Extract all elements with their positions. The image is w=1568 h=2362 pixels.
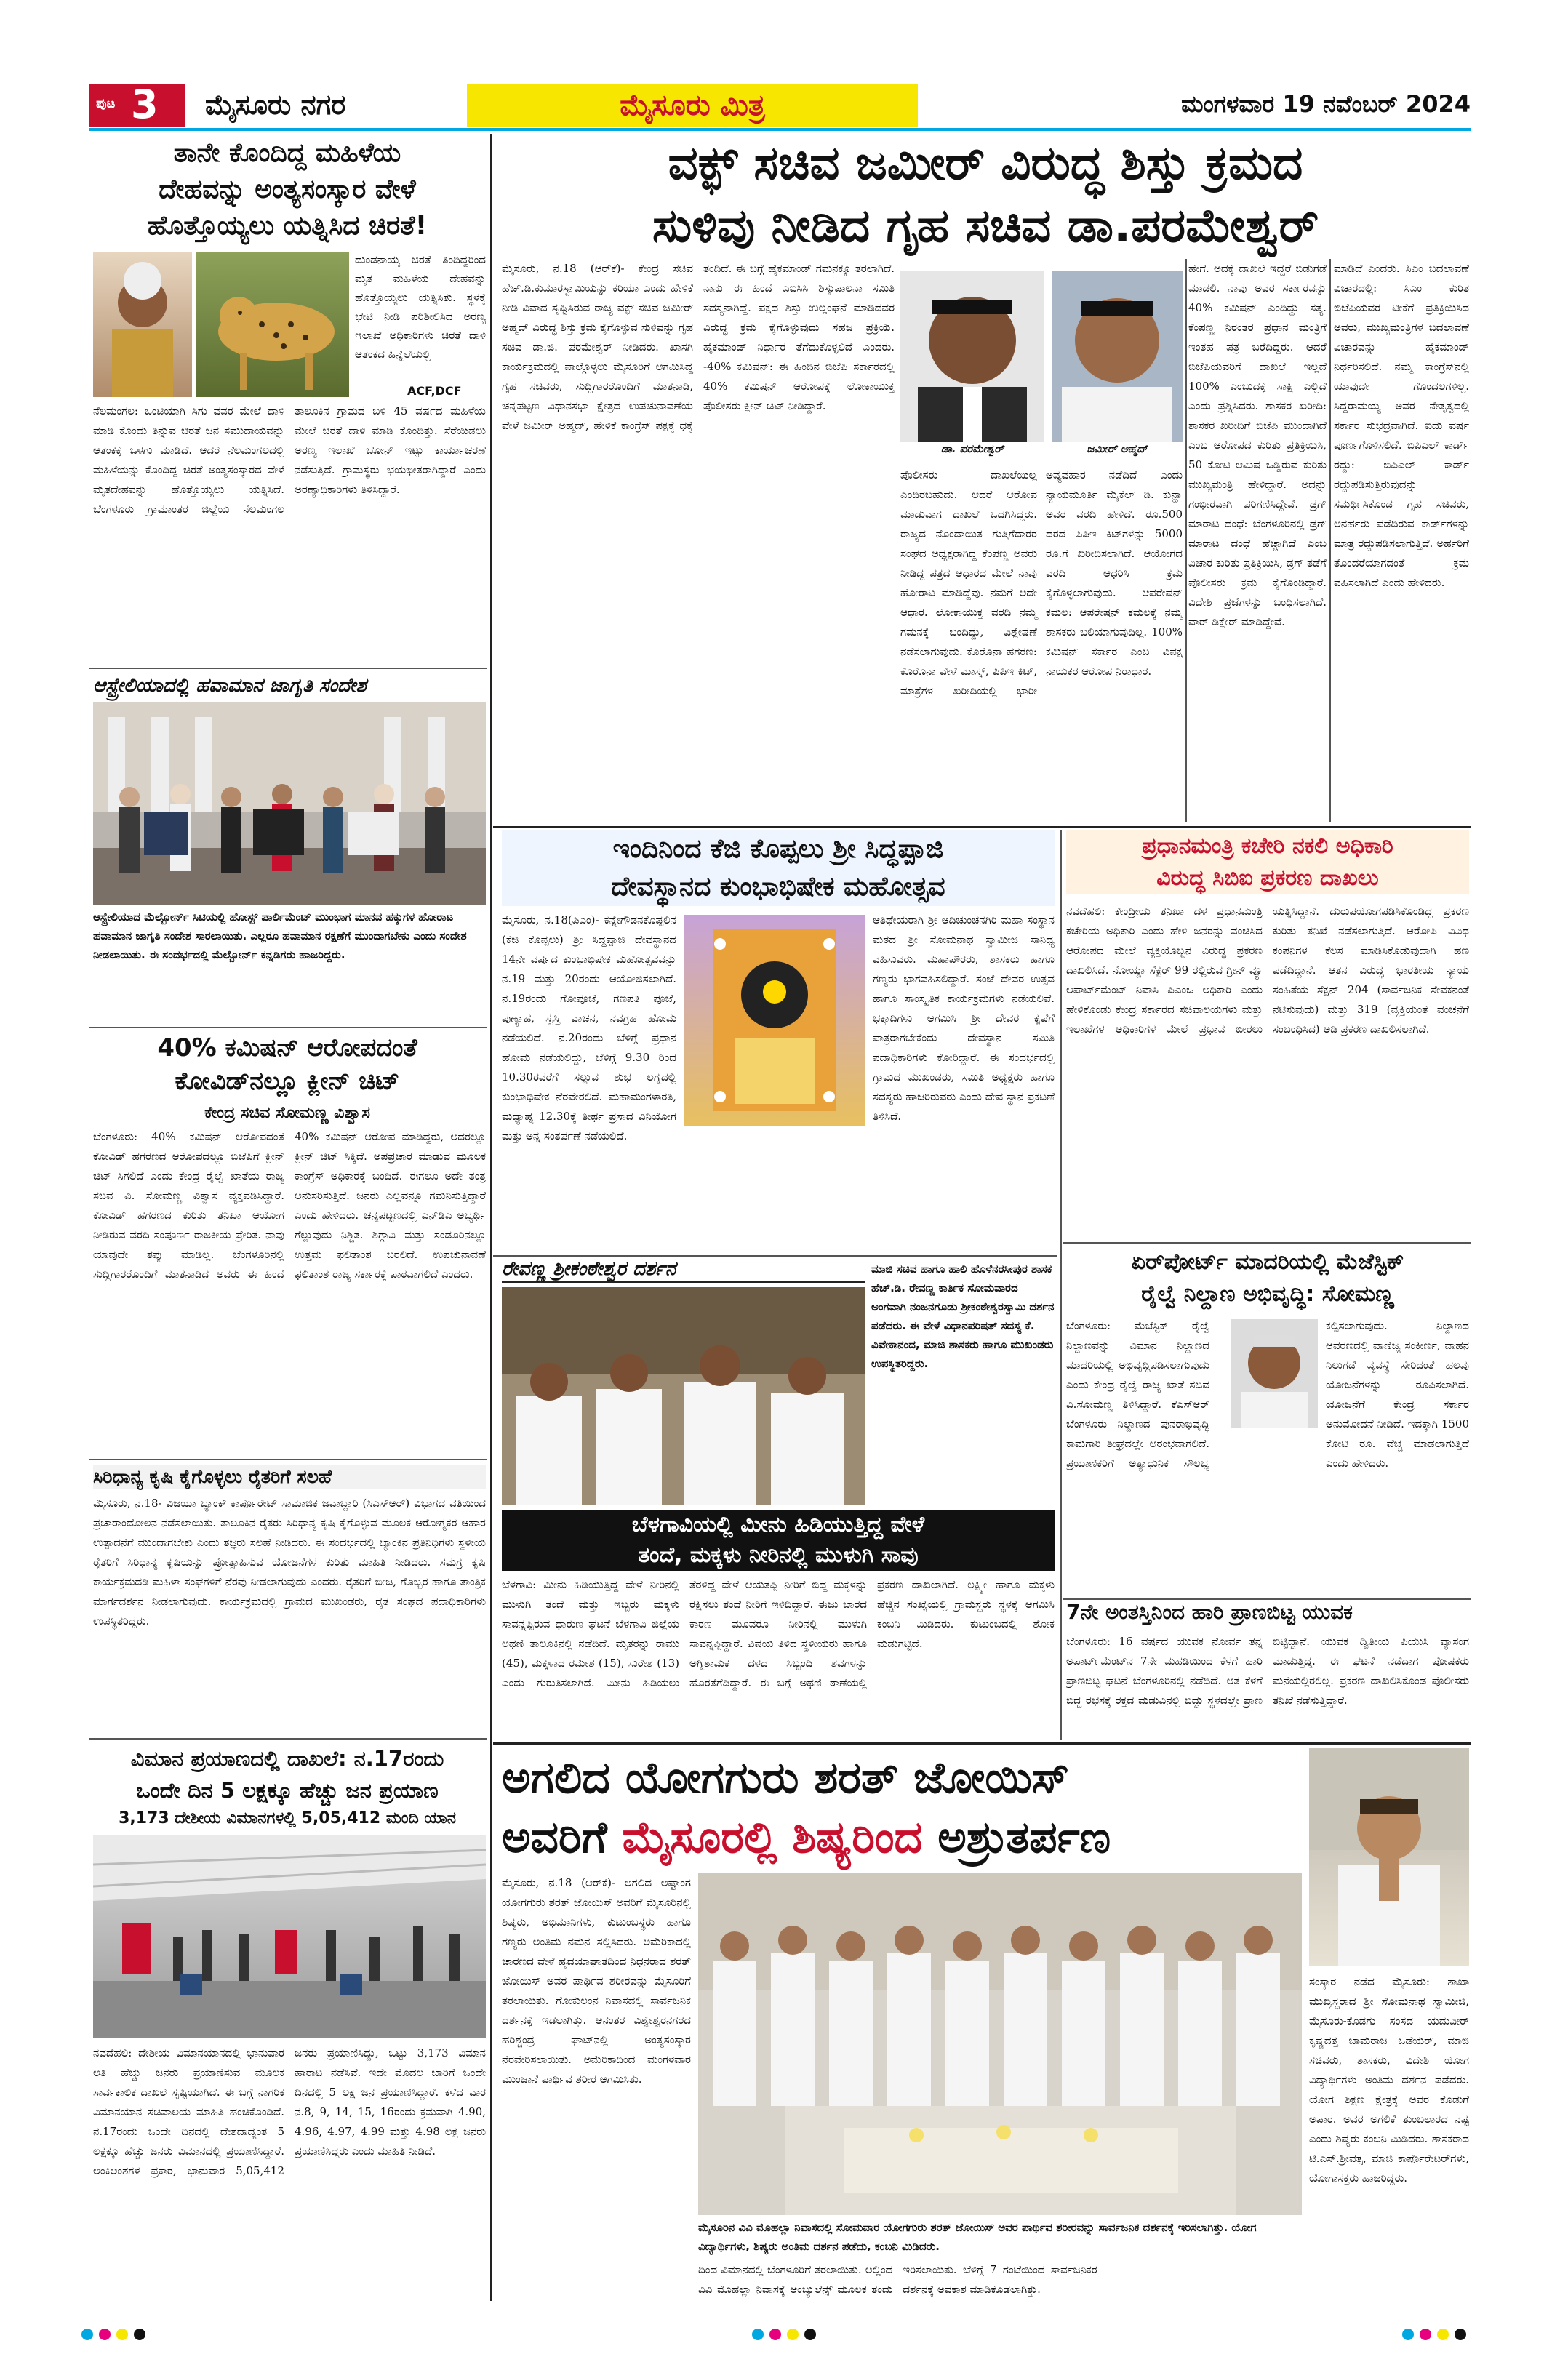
section-name: ಮೈಸೂರು ನಗರ [205,89,346,121]
yoga-headline [502,1748,1302,1867]
pmo-headline-line1: ಪ್ರಧಾನಮಂತ್ರಿ ಕಚೇರಿ ನಕಲಿ ಅಧಿಕಾರಿ [1142,833,1393,859]
parameshwar-caption: ಡಾ. ಪರಮೇಶ್ವರ್ [940,442,1004,455]
column-divider [1185,259,1187,822]
divider [89,1459,487,1460]
lead-body-far: ಮಾಡಿದೆ ಎಂದರು. ಸಿಎಂ ಬದಲಾವಣೆ ವಿಚಾರದಲ್ಲಿ: ಸಿಎಂ ಕುರಿತ ಬಿಜೆಪಿಯವರ ಟೀಕೆಗೆ ಪ್ರತಿಕ್ರಿಯಿಸಿದ ಅವರು, ಮುಖ್ಯಮಂತ್ರಿಗಳ ಬದಲಾವಣೆ ವಿಚಾರವನ್ನು ಹೈಕಮಾಂಡ್ ನಿರ್ಧರಿಸಲಿದೆ. ನಮ್ಮ ಕಾಂಗ್ರೆಸ್‌ನಲ್ಲಿ ಯಾವುದೇ ಗೊಂದಲಗಳಿಲ್ಲ. ಸಿದ್ದರಾಮಯ್ಯ ಅವರ ನೇತೃತ್ವದಲ್ಲಿ ಸರ್ಕಾರ ಸುಭದ್ರವಾಗಿದೆ. ಐದು ವರ್ಷ ಪೂರ್ಣಗೊಳಿಸಲಿದೆ. ಬಿಪಿಎಲ್ ಕಾರ್ಡ್ ರದ್ದು: ಬಿಪಿಎಲ್ ಕಾರ್ಡ್ ರದ್ದುಪಡಿಸುತ್ತಿರುವುದನ್ನು ಸಮರ್ಥಿಸಿಕೊಂಡ ಗೃಹ ಸಚಿವರು, ಅನರ್ಹರು ಪಡೆದಿರುವ ಕಾರ್ಡ್‌ಗಳನ್ನು ಮಾತ್ರ ರದ್ದುಪಡಿಸಲಾಗುತ್ತಿದೆ. ಅರ್ಹರಿಗೆ ತೊಂದರೆಯಾಗದಂತೆ ಕ್ರಮ ವಹಿಸಲಾಗಿದೆ ಎಂದು ಹೇಳಿದರು. [1334,262,1469,589]
lead-body-left: ಮೈಸೂರು, ನ.18 (ಆರ್‌ಕೆ)- ಕೇಂದ್ರ ಸಚಿವ ಹೆಚ್.ಡಿ.ಕುಮಾರಸ್ವಾಮಿಯನ್ನು ಕರಿಯಾ ಎಂದು ಹೇಳಿಕೆ ನೀಡಿ ವಿವಾದ ಸೃಷ್ಟಿಸಿರುವ ರಾಜ್ಯ ವಕ್ಫ್ ಸಚಿವ ಜಮೀರ್ ಅಹ್ಮದ್ ವಿರುದ್ಧ ಶಿಸ್ತು ಕ್ರಮ ಕೈಗೊಳ್ಳುವ ಸುಳಿವನ್ನು ಗೃಹ ಸಚಿವ ಡಾ.ಜಿ. ಪರಮೇಶ್ವರ್ ನೀಡಿದರು. ಖಾಸಗಿ ಕಾರ್ಯಕ್ರಮದಲ್ಲಿ ಪಾಲ್ಗೊಳ್ಳಲು ಮೈಸೂರಿಗೆ ಆಗಮಿಸಿದ್ದ ಗೃಹ ಸಚಿವರು, ಸುದ್ದಿಗಾರರೊಂದಿಗೆ ಮಾತನಾಡಿ, ಚನ್ನಪಟ್ಟಣ ವಿಧಾನಸಭಾ ಕ್ಷೇತ್ರದ ಉಪಚುನಾವಣೆಯ ವೇಳೆ ಜಮೀರ್ ಅಹ್ಮದ್, ಹೇಳಿಕೆ ಕಾಂಗ್ರೆಸ್ ಪಕ್ಷಕ್ಕೆ ಧಕ್ಕೆ ತಂದಿದೆ. ಈ ಬಗ್ಗೆ ಹೈಕಮಾಂಡ್ ಗಮನಕ್ಕೂ ತರಲಾಗಿದೆ. ನಾನು ಈ ಹಿಂದೆ ಎಐಸಿಸಿ ಶಿಸ್ತುಪಾಲನಾ ಸಮಿತಿ ಸದಸ್ಯನಾಗಿದ್ದೆ. ಪಕ್ಷದ ಶಿಸ್ತು ಉಲ್ಲಂಘನೆ ಮಾಡಿದವರ ವಿರುದ್ಧ ಕ್ರಮ ಕೈಗೊಳ್ಳುವುದು ಸಹಜ ಪ್ರಕ್ರಿಯೆ. ಹೈಕಮಾಂಡ್ ನಿರ್ಧಾರ ತೆಗೆದುಕೊಳ್ಳಲಿದೆ ಎಂದರು. -40% ಕಮಿಷನ್: ಈ ಹಿಂದಿನ ಬಿಜೆಪಿ ಸರ್ಕಾರದಲ್ಲಿ 40% ಕಮಿಷನ್ ಆರೋಪಕ್ಕೆ ಲೋಕಾಯುಕ್ತ ಪೊಲೀಸರು ಕ್ಲೀನ್ ಚಿಟ್ ನೀಡಿದ್ದಾರೆ. [502,262,895,432]
zameer-photo [1052,271,1183,442]
temple-headline-line1: ಇಂದಿನಿಂದ ಕೆಜಿ ಕೊಪ್ಪಲು ಶ್ರೀ ಸಿದ್ಧಪ್ಪಾಜಿ [612,834,944,864]
divider [89,1738,487,1740]
registration-dot-yellow [1437,2329,1449,2340]
climate-photo [93,702,486,905]
revanna-heading: ರೇವಣ್ಣ ಶ್ರೀಕಂಠೇಶ್ವರ ದರ್ಶನ [502,1258,865,1283]
yoga-headline-part-a: ಅವರಿಗೆ [502,1812,623,1863]
temple-photo [684,915,865,1126]
page-label: ಪುಟ [96,96,116,111]
section-divider [493,826,1471,828]
climate-caption: ಆಸ್ಟ್ರೇಲಿಯಾದ ಮೆಲ್ಬೋರ್ನ್ ಸಿಟಿಯಲ್ಲಿ ಹೋಸ್ಟ್ ಪಾರ್ಲಿಮೆಂಟ್ ಮುಂಭಾಗ ಮಾನವ ಹಕ್ಕುಗಳ ಹೋರಾಟ ಹವಾಮಾನ ಜಾಗೃತಿ ಸಂದೇಶ ಸಾರಲಾಯಿತು. ಎಲ್ಲರೂ ಹವಾಮಾನ ರಕ್ಷಣೆಗೆ ಮುಂದಾಗಬೇಕು ಎಂದು ಸಂದೇಶ ನೀಡಲಾಯಿತು. ಈ ಸಂದರ್ಭದಲ್ಲಿ ಮೆಲ್ಬೋರ್ನ್ ಕನ್ನಡಿಗರು ಹಾಜರಿದ್ದರು. [93,910,467,961]
column-divider [1329,259,1331,822]
youth-headline: 7ನೇ ಅಂತಸ್ತಿನಿಂದ ಹಾರಿ ಪ್ರಾಣಬಿಟ್ಟ ಯುವಕ [1066,1600,1353,1624]
paper-name-box [467,84,918,127]
leopard-headline-line2: ದೇಹವನ್ನು ಅಂತ್ಯಸಂಸ್ಕಾರ ವೇಳೆ [159,175,416,204]
masthead [89,81,1471,127]
masthead-rule [89,128,1471,131]
lead-body-mid: ಪೊಲೀಸರು ದಾಖಲೆಯಿಲ್ಲ ಎಂದಿರಬಹುದು. ಆದರೆ ಆರೋಪ ಮಾಡುವಾಗ ದಾಖಲೆ ಒದಗಿಸಿದ್ದರು. ರಾಜ್ಯದ ನೊಂದಾಯಿತ ಗುತ್ತಿಗೆದಾರರ ಸಂಘದ ಅಧ್ಯಕ್ಷರಾಗಿದ್ದ ಕೆಂಪಣ್ಣ ಅವರು ನೀಡಿದ್ದ ಪತ್ರದ ಆಧಾರದ ಮೇಲೆ ನಾವು ಹೋರಾಟ ಮಾಡಿದ್ದೆವು. ನಮಗೆ ಅದೇ ಆಧಾರ. ಲೋಕಾಯುಕ್ತ ವರದಿ ನಮ್ಮ ಗಮನಕ್ಕೆ ಬಂದಿದ್ದು, ವಿಶ್ಲೇಷಣೆ ನಡೆಸಲಾಗುವುದು. ಕೊರೊನಾ ಹಗರಣ: ಕೊರೊನಾ ವೇಳೆ ಮಾಸ್ಕ್, ಪಿಪಿಇ ಕಿಟ್, ಮಾತ್ರೆಗಳ ಖರೀದಿಯಲ್ಲಿ ಭಾರೀ ಅವ್ಯವಹಾರ ನಡೆದಿದೆ ಎಂದು ನ್ಯಾಯಮೂರ್ತಿ ಮೈಕೆಲ್ ಡಿ. ಕುನ್ಹಾ ಅವರ ವರದಿ ಹೇಳಿದೆ. ರೂ.500 ದರದ ಪಿಪಿಇ ಕಿಟ್‌ಗಳನ್ನು 5000 ರೂ.ಗೆ ಖರೀದಿಸಲಾಗಿದೆ. ಆಯೋಗದ ವರದಿ ಆಧರಿಸಿ ಕ್ರಮ ಕೈಗೊಳ್ಳಲಾಗುವುದು. ಆಪರೇಷನ್ ಕಮಲ: ಆಪರೇಷನ್ ಕಮಲಕ್ಕೆ ನಮ್ಮ ಶಾಸಕರು ಬಲಿಯಾಗುವುದಿಲ್ಲ. 100% ಕಮಿಷನ್ ಸರ್ಕಾರ ಎಂಬ ವಿಪಕ್ಷ ನಾಯಕರ ಆರೋಪ ನಿರಾಧಾರ. [900,468,1183,697]
yoga-tribute-photo [698,1873,1302,2215]
leopard-victim-photo [93,252,192,397]
yoga-headline-line2 [502,1808,1302,1867]
pmo-body: ನವದೆಹಲಿ: ಕೇಂದ್ರೀಯ ತನಿಖಾ ದಳ ಪ್ರಧಾನಮಂತ್ರಿ ಕಚೇರಿಯ ಅಧಿಕಾರಿ ಎಂದು ಹೇಳಿ ಜನರನ್ನು ವಂಚಿಸಿದ ಆರೋಪದ ಮೇಲೆ ವ್ಯಕ್ತಿಯೊಬ್ಬನ ವಿರುದ್ಧ ಪ್ರಕರಣ ದಾಖಲಿಸಿದೆ. ನೋಯ್ಡಾ ಸೆಕ್ಟರ್ 99 ರಲ್ಲಿರುವ ಗ್ರೀನ್ ವ್ಯೂ ಅಪಾರ್ಟ್‌ಮೆಂಟ್ ನಿವಾಸಿ ಪಿಎಂಒ ಅಧಿಕಾರಿ ಎಂದು ಹೇಳಿಕೊಂಡು ಕೇಂದ್ರ ಸರ್ಕಾರದ ಸಚಿವಾಲಯಗಳು ಮತ್ತು ಇಲಾಖೆಗಳ ಅಧಿಕಾರಿಗಳ ಮೇಲೆ ಪ್ರಭಾವ ಬೀರಲು ಯತ್ನಿಸಿದ್ದಾನೆ. ದುರುಪಯೋಗಪಡಿಸಿಕೊಂಡಿದ್ದ ಪ್ರಕರಣ ಕುರಿತು ತನಿಖೆ ನಡೆಸಲಾಗುತ್ತಿದೆ. ಆರೋಪಿ ವಿವಿಧ ಕಂಪನಿಗಳ ಕೆಲಸ ಮಾಡಿಸಿಕೊಡುವುದಾಗಿ ಹಣ ಪಡೆದಿದ್ದಾನೆ. ಆತನ ವಿರುದ್ಧ ಭಾರತೀಯ ನ್ಯಾಯ ಸಂಹಿತೆಯ ಸೆಕ್ಷನ್ 204 (ಸಾರ್ವಜನಿಕ ಸೇವಕನಂತೆ ನಟಿಸುವುದು) ಮತ್ತು 319 (ವ್ಯಕ್ತಿಯಂತೆ ವಂಚನೆಗೆ ಸಂಬಂಧಿಸಿದ) ಅಡಿ ಪ್ರಕರಣ ದಾಖಲಿಸಲಾಗಿದೆ. [1066,905,1469,1036]
registration-dot-magenta [769,2329,781,2340]
issue-date: ಮಂಗಳವಾರ 19 ನವೆಂಬರ್ 2024 [1181,90,1471,118]
registration-dot-black [1455,2329,1466,2340]
revanna-photo [502,1287,865,1505]
majestic-headline [1066,1246,1469,1310]
temple-headline-line2: ದೇವಸ್ಥಾನದ ಕುಂಭಾಭಿಷೇಕ ಮಹೋತ್ಸವ [611,872,945,902]
airport-subhead: 3,173 ದೇಶೀಯ ವಿಮಾನಗಳಲ್ಲಿ 5,05,412 ಮಂದಿ ಯಾನ [119,1809,456,1827]
leopard-photo [196,252,349,397]
registration-dot-black [134,2329,145,2340]
belagavi-banner-line2: ತಂದೆ, ಮಕ್ಕಳು ನೀರಿನಲ್ಲಿ ಮುಳುಗಿ ಸಾವು [638,1542,919,1568]
column-divider [1060,830,1062,1740]
registration-dot-cyan [1402,2329,1414,2340]
lead-headline-line2: ಸುಳಿವು ನೀಡಿದ ಗೃಹ ಸಚಿವ ಡಾ.ಪರಮೇಶ್ವರ್ [652,199,1319,253]
leopard-headline-line1: ತಾನೇ ಕೊಂದಿದ್ದ ಮಹಿಳೆಯ [173,138,401,168]
parameshwar-photo [900,271,1044,442]
lead-headline [502,132,1469,257]
divider [1063,1242,1471,1244]
covid-body: ಬೆಂಗಳೂರು: 40% ಕಮಿಷನ್ ಆರೋಪದಂತೆ ಕೋವಿಡ್ ಹಗರಣದ ಆರೋಪದಲ್ಲೂ ಬಿಜೆಪಿಗೆ ಕ್ಲೀನ್ ಚಿಟ್ ಸಿಗಲಿದೆ ಎಂದು ಕೇಂದ್ರ ರೈಲ್ವೆ ಖಾತೆಯ ರಾಜ್ಯ ಸಚಿವ ವಿ. ಸೋಮಣ್ಣ ವಿಶ್ವಾಸ ವ್ಯಕ್ತಪಡಿಸಿದ್ದಾರೆ. ಕೋವಿಡ್ ಹಗರಣದ ಕುರಿತು ತನಿಖಾ ಆಯೋಗ ನೀಡಿರುವ ವರದಿ ಸಂಪೂರ್ಣ ರಾಜಕೀಯ ಪ್ರೇರಿತ. ನಾವು ಯಾವುದೇ ತಪ್ಪು ಮಾಡಿಲ್ಲ. ಬೆಂಗಳೂರಿನಲ್ಲಿ ಸುದ್ದಿಗಾರರೊಂದಿಗೆ ಮಾತನಾಡಿದ ಅವರು ಈ ಹಿಂದೆ 40% ಕಮಿಷನ್ ಆರೋಪ ಮಾಡಿದ್ದರು, ಅದರಲ್ಲೂ ಕ್ಲೀನ್ ಚಿಟ್ ಸಿಕ್ಕಿದೆ. ಅಪಪ್ರಚಾರ ಮಾಡುವ ಮೂಲಕ ಕಾಂಗ್ರೆಸ್ ಅಧಿಕಾರಕ್ಕೆ ಬಂದಿದೆ. ಈಗಲೂ ಅದೇ ತಂತ್ರ ಅನುಸರಿಸುತ್ತಿದೆ. ಜನರು ಎಲ್ಲವನ್ನೂ ಗಮನಿಸುತ್ತಿದ್ದಾರೆ ಎಂದು ಹೇಳಿದರು. ಚನ್ನಪಟ್ಟಣದಲ್ಲಿ ಎನ್‌ಡಿಎ ಅಭ್ಯರ್ಥಿ ಗೆಲ್ಲುವುದು ನಿಶ್ಚಿತ. ಶಿಗ್ಗಾವಿ ಮತ್ತು ಸಂಡೂರಿನಲ್ಲೂ ಉತ್ತಮ ಫಲಿತಾಂಶ ಬರಲಿದೆ. ಉಪಚುನಾವಣೆ ಫಲಿತಾಂಶ ರಾಜ್ಯ ಸರ್ಕಾರಕ್ಕೆ ಪಾಠವಾಗಲಿದೆ ಎಂದರು. [93,1130,486,1281]
airport-photo [93,1835,486,2038]
temple-headline [502,830,1055,906]
temple-body-right: ಆತಿಥೇಯರಾಗಿ ಶ್ರೀ ಆದಿಚುಂಚನಗಿರಿ ಮಹಾ ಸಂಸ್ಥಾನ ಮಠದ ಶ್ರೀ ಸೋಮನಾಥ ಸ್ವಾಮೀಜಿ ಸಾನಿಧ್ಯ ವಹಿಸುವರು. ಮಹಾಪೌರರು, ಶಾಸಕರು ಹಾಗೂ ಗಣ್ಯರು ಭಾಗವಹಿಸಲಿದ್ದಾರೆ. ಸಂಜೆ ದೇವರ ಉತ್ಸವ ಹಾಗೂ ಸಾಂಸ್ಕೃತಿಕ ಕಾರ್ಯಕ್ರಮಗಳು ನಡೆಯಲಿವೆ. ಭಕ್ತಾದಿಗಳು ಆಗಮಿಸಿ ಶ್ರೀ ದೇವರ ಕೃಪೆಗೆ ಪಾತ್ರರಾಗಬೇಕೆಂದು ದೇವಸ್ಥಾನ ಸಮಿತಿ ಪದಾಧಿಕಾರಿಗಳು ಕೋರಿದ್ದಾರೆ. ಈ ಸಂದರ್ಭದಲ್ಲಿ ಗ್ರಾಮದ ಮುಖಂಡರು, ಸಮಿತಿ ಅಧ್ಯಕ್ಷರು ಹಾಗೂ ಸದಸ್ಯರು ಹಾಜರಿರುವರು ಎಂದು ದೇವ ಸ್ಥಾನ ಪ್ರಕಟಣೆ ತಿಳಿಸಿದೆ. [873,913,1055,1123]
leopard-headline-line3: ಹೊತ್ತೊಯ್ಯಲು ಯತ್ನಿಸಿದ ಚಿರತೆ! [147,211,428,241]
registration-dot-magenta [99,2329,111,2340]
page-number-badge [89,81,185,127]
registration-dot-cyan [81,2329,93,2340]
sharath-jois-portrait [1309,1748,1469,1966]
divider [493,1255,1057,1257]
airport-headline-line1: ವಿಮಾನ ಪ್ರಯಾಣದಲ್ಲಿ ದಾಖಲೆ: ನ.17ರಂದು [130,1746,444,1771]
yoga-photo-caption: ಮೈಸೂರಿನ ವಿವಿ ಮೊಹಲ್ಲಾ ನಿವಾಸದಲ್ಲಿ ಸೋಮವಾರ ಯೋಗಗುರು ಶರತ್ ಜೋಯಿಸ್ ಅವರ ಪಾರ್ಥಿವ ಶರೀರವನ್ನು ಸಾರ್ವಜನಿಕ ದರ್ಶನಕ್ಕೆ ಇರಿಸಲಾಗಿತ್ತು. ಯೋಗ ವಿದ್ಯಾರ್ಥಿಗಳು, ಶಿಷ್ಯರು ಅಂತಿಮ ದರ್ಶನ ಪಡೆದು, ಕಂಬನಿ ಮಿಡಿದರು. [698,2221,1257,2253]
youth-body: ಬೆಂಗಳೂರು: 16 ವರ್ಷದ ಯುವಕ ನೋರ್ವ ತನ್ನ ಅಪಾರ್ಟ್‌ಮೆಂಟ್‌ನ 7ನೇ ಮಹಡಿಯಿಂದ ಕೆಳಗೆ ಹಾರಿ ಪ್ರಾಣಬಿಟ್ಟ ಘಟನೆ ಬೆಂಗಳೂರಿನಲ್ಲಿ ನಡೆದಿದೆ. ಆತ ಕೆಳಗೆ ಬಿದ್ದ ರಭಸಕ್ಕೆ ರಕ್ತದ ಮಡುವಿನಲ್ಲಿ ಬಿದ್ದು ಸ್ಥಳದಲ್ಲೇ ಪ್ರಾಣ ಬಿಟ್ಟಿದ್ದಾನೆ. ಯುವಕ ದ್ವಿತೀಯ ಪಿಯುಸಿ ವ್ಯಾಸಂಗ ಮಾಡುತ್ತಿದ್ದ. ಈ ಘಟನೆ ನಡೆದಾಗ ಪೋಷಕರು ಮನೆಯಲ್ಲಿರಲಿಲ್ಲ. ಪ್ರಕರಣ ದಾಖಲಿಸಿಕೊಂಡ ಪೊಲೀಸರು ತನಿಖೆ ನಡೆಸುತ್ತಿದ್ದಾರೆ. [1066,1635,1469,1707]
airport-headline-line2: ಒಂದೇ ದಿನ 5 ಲಕ್ಷಕ್ಕೂ ಹೆಚ್ಚು ಜನ ಪ್ರಯಾಣ [136,1778,439,1803]
section-divider [493,1742,1471,1745]
leopard-side-text: ದುಂಡನಾಯ್ಕ ಚಿರತೆ ತಿಂದಿದ್ದರಿಂದ ಮೃತ ಮಹಿಳೆಯ ದೇಹವನ್ನು ಹೊತ್ತೊಯ್ಯಲು ಯತ್ನಿಸಿತು. ಸ್ಥಳಕ್ಕೆ ಭೇಟಿ ನೀಡಿ ಪರಿಶೀಲಿಸಿದ ಅರಣ್ಯ ಇಲಾಖೆ ಅಧಿಕಾರಿಗಳು ಚಿರತೆ ದಾಳಿ ಆತಂಕದ ಹಿನ್ನೆಲೆಯಲ್ಲಿ [355,253,486,361]
paper-name: ಮೈಸೂರು ಮಿತ್ರ [620,88,765,122]
airport-headline [89,1742,486,1806]
divider [89,668,487,669]
yoga-headline-part-b: ಮೈಸೂರಲ್ಲಿ ಶಿಷ್ಯರಿಂದ [622,1812,938,1863]
lead-body-right: ಹೇಗೆ. ಅದಕ್ಕೆ ದಾಖಲೆ ಇದ್ದರೆ ಬಿಡುಗಡೆ ಮಾಡಲಿ. ನಾವು ಅವರ ಸರ್ಕಾರವನ್ನು 40% ಕಮಿಷನ್ ಎಂದಿದ್ದು ಸತ್ಯ. ಕೆಂಪಣ್ಣ ನಿರಂತರ ಪ್ರಧಾನ ಮಂತ್ರಿಗೆ ಇಂತಹ ಪತ್ರ ಬರೆದಿದ್ದರು. ಆದರೆ ಬಿಜೆಪಿಯವರಿಗೆ ದಾಖಲೆ ಇಲ್ಲದೆ 100% ಎಂಬುದಕ್ಕೆ ಸಾಕ್ಷಿ ಎಲ್ಲಿದೆ ಎಂದು ಪ್ರಶ್ನಿಸಿದರು. ಶಾಸಕರ ಖರೀದಿ: ಶಾಸಕರ ಖರೀದಿಗೆ ಬಿಜೆಪಿ ಮುಂದಾಗಿದೆ ಎಂಬ ಆರೋಪದ ಕುರಿತು ಪ್ರತಿಕ್ರಿಯಿಸಿ, 50 ಕೋಟಿ ಆಮಿಷ ಒಡ್ಡಿರುವ ಕುರಿತು ಮುಖ್ಯಮಂತ್ರಿ ಹೇಳಿದ್ದಾರೆ. ಅದನ್ನು ಗಂಭೀರವಾಗಿ ಪರಿಗಣಿಸಿದ್ದೇವೆ. ಡ್ರಗ್ ಮಾರಾಟ ದಂಧೆ: ಬೆಂಗಳೂರಿನಲ್ಲಿ ಡ್ರಗ್ ಮಾರಾಟ ದಂಧೆ ಹೆಚ್ಚಾಗಿದೆ ಎಂಬ ವಿಚಾರ ಕುರಿತು ಪ್ರತಿಕ್ರಿಯಿಸಿ, ಡ್ರಗ್ ತಡೆಗೆ ಪೊಲೀಸರು ಕ್ರಮ ಕೈಗೊಂಡಿದ್ದಾರೆ. ವಿದೇಶಿ ಪ್ರಜೆಗಳನ್ನು ಬಂಧಿಸಲಾಗಿದೆ. ವಾರ್ ಡಿಕ್ಲೇರ್ ಮಾಡಿದ್ದೇವೆ. [1188,262,1327,628]
yoga-body-right: ಸಂಸ್ಕಾರ ನಡೆದ ಮೈಸೂರು: ಶಾಖಾ ಮುಖ್ಯಸ್ಥರಾದ ಶ್ರೀ ಸೋಮನಾಥ ಸ್ವಾಮೀಜಿ, ಮೈಸೂರು-ಕೊಡಗು ಸಂಸದ ಯದುವೀರ್ ಕೃಷ್ಣದತ್ತ ಚಾಮರಾಜ ಒಡೆಯರ್, ಮಾಜಿ ಸಚಿವರು, ಶಾಸಕರು, ವಿದೇಶಿ ಯೋಗ ವಿದ್ಯಾರ್ಥಿಗಳು ಅಂತಿಮ ದರ್ಶನ ಪಡೆದರು. ಯೋಗ ಶಿಕ್ಷಣ ಕ್ಷೇತ್ರಕ್ಕೆ ಅವರ ಕೊಡುಗೆ ಅಪಾರ. ಅವರ ಅಗಲಿಕೆ ತುಂಬಲಾರದ ನಷ್ಟ ಎಂದು ಶಿಷ್ಯರು ಕಂಬನಿ ಮಿಡಿದರು. ಶಾಸಕರಾದ ಟಿ.ಎಸ್.ಶ್ರೀವತ್ಸ, ಮಾಜಿ ಕಾರ್ಪೊರೇಟರ್‌ಗಳು, ಯೋಗಾಸಕ್ತರು ಹಾಜರಿದ್ದರು. [1309,1975,1469,2185]
registration-dot-cyan [752,2329,764,2340]
belagavi-banner [502,1510,1055,1571]
airport-body: ನವದೆಹಲಿ: ದೇಶೀಯ ವಿಮಾನಯಾನದಲ್ಲಿ ಭಾನುವಾರ ಅತಿ ಹೆಚ್ಚು ಜನರು ಪ್ರಯಾಣಿಸುವ ಮೂಲಕ ಸಾರ್ವಕಾಲಿಕ ದಾಖಲೆ ಸೃಷ್ಟಿಯಾಗಿದೆ. ಈ ಬಗ್ಗೆ ನಾಗರಿಕ ವಿಮಾನಯಾನ ಸಚಿವಾಲಯ ಮಾಹಿತಿ ಹಂಚಿಕೊಂಡಿದೆ. ನ.17ರಂದು ಒಂದೇ ದಿನದಲ್ಲಿ ದೇಶದಾದ್ಯಂತ 5 ಲಕ್ಷಕ್ಕೂ ಹೆಚ್ಚು ಜನರು ವಿಮಾನದಲ್ಲಿ ಪ್ರಯಾಣಿಸಿದ್ದಾರೆ. ಅಂಕಿಅಂಶಗಳ ಪ್ರಕಾರ, ಭಾನುವಾರ 5,05,412 ಜನರು ಪ್ರಯಾಣಿಸಿದ್ದು, ಒಟ್ಟು 3,173 ವಿಮಾನ ಹಾರಾಟ ನಡೆಸಿವೆ. ಇದೇ ಮೊದಲ ಬಾರಿಗೆ ಒಂದೇ ದಿನದಲ್ಲಿ 5 ಲಕ್ಷ ಜನ ಪ್ರಯಾಣಿಸಿದ್ದಾರೆ. ಕಳೆದ ವಾರ ನ.8, 9, 14, 15, 16ರಂದು ಕ್ರಮವಾಗಿ 4.90, 4.96, 4.97, 4.99 ಮತ್ತು 4.98 ಲಕ್ಷ ಜನರು ಪ್ರಯಾಣಿಸಿದ್ದರು ಎಂದು ಮಾಹಿತಿ ನೀಡಿದೆ. [93,2046,486,2177]
registration-dot-black [804,2329,816,2340]
leopard-body: ನೆಲಮಂಗಲ: ಒಂಟಿಯಾಗಿ ಸಿಗು ವವರ ಮೇಲೆ ದಾಳಿ ಮಾಡಿ ಕೊಂದು ತಿನ್ನುವ ಚಿರತೆ ಜನ ಸಮುದಾಯವನ್ನು ಆತಂಕಕ್ಕೆ ಒಳಗು ಮಾಡಿದೆ. ಆದರೆ ನೆಲಮಂಗಲದಲ್ಲಿ ಮಹಿಳೆಯನ್ನು ಕೊಂದಿದ್ದ ಚಿರತೆ ಅಂತ್ಯಸಂಸ್ಕಾರದ ವೇಳೆ ಮೃತದೇಹವನ್ನು ಹೊತ್ತೊಯ್ಯಲು ಯತ್ನಿಸಿದೆ. ಬೆಂಗಳೂರು ಗ್ರಾಮಾಂತರ ಜಿಲ್ಲೆಯ ನೆಲಮಂಗಲ ತಾಲೂಕಿನ ಗ್ರಾಮದ ಬಳಿ 45 ವರ್ಷದ ಮಹಿಳೆಯ ಮೇಲೆ ಚಿರತೆ ದಾಳಿ ಮಾಡಿ ಕೊಂದಿತ್ತು. ಸೆರೆಯಿಡಲು ಅರಣ್ಯ ಇಲಾಖೆ ಬೋನ್ ಇಟ್ಟು ಕಾರ್ಯಾಚರಣೆ ನಡೆಸುತ್ತಿದೆ. ಗ್ರಾಮಸ್ಥರು ಭಯಭೀತರಾಗಿದ್ದಾರೆ ಎಂದು ಅರಣ್ಯಾಧಿಕಾರಿಗಳು ತಿಳಿಸಿದ್ದಾರೆ. [93,404,486,516]
leopard-headline [89,135,486,244]
majestic-headline-line2: ರೈಲ್ವೆ ನಿಲ್ದಾಣ ಅಭಿವೃದ್ಧಿ: ಸೋಮಣ್ಣ [1141,1281,1394,1307]
yoga-headline-line1: ಅಗಲಿದ ಯೋಗಗುರು ಶರತ್ ಜೋಯಿಸ್ [502,1753,1070,1803]
registration-dot-magenta [1420,2329,1431,2340]
revanna-caption: ಮಾಜಿ ಸಚಿವ ಹಾಗೂ ಹಾಲಿ ಹೊಳೆನರಸೀಪುರ ಶಾಸಕ ಹೆಚ್.ಡಿ. ರೇವಣ್ಣ ಕಾರ್ತಿಕ ಸೋಮವಾರದ ಅಂಗವಾಗಿ ನಂಜನಗೂಡು ಶ್ರೀಕಂಠೇಶ್ವರಸ್ವಾಮಿ ದರ್ಶನ ಪಡೆದರು. ಈ ವೇಳೆ ವಿಧಾನಪರಿಷತ್ ಸದಸ್ಯ ಕೆ. ವಿವೇಕಾನಂದ, ಮಾಜಿ ಶಾಸಕರು ಹಾಗೂ ಮುಖಂಡರು ಉಪಸ್ಥಿತರಿದ್ದರು. [871,1262,1055,1370]
temple-body-left: ಮೈಸೂರು, ನ.18(ಪಿಎಂ)- ಕನ್ನೇಗೌಡನಕೊಪ್ಪಲಿನ (ಕೆಜಿ ಕೊಪ್ಪಲು) ಶ್ರೀ ಸಿದ್ಧಪ್ಪಾಜಿ ದೇವಸ್ಥಾನದ 14ನೇ ವರ್ಷದ ಕುಂಭಾಭಿಷೇಕ ಮಹೋತ್ಸವವನ್ನು ನ.19 ಮತ್ತು 20ರಂದು ಆಯೋಜಿಸಲಾಗಿದೆ. ನ.19ರಂದು ಗೋಪೂಜೆ, ಗಣಪತಿ ಪೂಜೆ, ಪುಣ್ಯಾಹ, ಸ್ವಸ್ತಿ ವಾಚನ, ನವಗ್ರಹ ಹೋಮ ನಡೆಯಲಿದೆ. ನ.20ರಂದು ಬೆಳಿಗ್ಗೆ ಪ್ರಧಾನ ಹೋಮ ನಡೆಯಲಿದ್ದು, ಬೆಳಿಗ್ಗೆ 9.30 ರಿಂದ 10.30ರವರೆಗೆ ಸಲ್ಲುವ ಶುಭ ಲಗ್ನದಲ್ಲಿ ಕುಂಭಾಭಿಷೇಕ ನೆರವೇರಲಿದೆ. ಮಹಾಮಂಗಳಾರತಿ, ಮಧ್ಯಾಹ್ನ 12.30ಕ್ಕೆ ತೀರ್ಥ ಪ್ರಸಾದ ವಿನಿಯೋಗ ಮತ್ತು ಅನ್ನ ಸಂತರ್ಪಣೆ ನಡೆಯಲಿದೆ. [502,913,676,1142]
belagavi-body: ಬೆಳಗಾವಿ: ಮೀನು ಹಿಡಿಯುತ್ತಿದ್ದ ವೇಳೆ ನೀರಿನಲ್ಲಿ ಮುಳುಗಿ ತಂದೆ ಮತ್ತು ಇಬ್ಬರು ಮಕ್ಕಳು ಸಾವನ್ನಪ್ಪಿರುವ ಧಾರುಣ ಘಟನೆ ಬೆಳಗಾವಿ ಜಿಲ್ಲೆಯ ಅಥಣಿ ತಾಲೂಕಿನಲ್ಲಿ ನಡೆದಿದೆ. ಮೃತರನ್ನು ರಾಮು (45), ಮಕ್ಕಳಾದ ರಮೇಶ (15), ಸುರೇಶ (13) ಎಂದು ಗುರುತಿಸಲಾಗಿದೆ. ಮೀನು ಹಿಡಿಯಲು ತೆರಳಿದ್ದ ವೇಳೆ ಆಯತಪ್ಪಿ ನೀರಿಗೆ ಬಿದ್ದ ಮಕ್ಕಳನ್ನು ರಕ್ಷಿಸಲು ತಂದೆ ನೀರಿಗೆ ಇಳಿದಿದ್ದಾರೆ. ಈಜು ಬಾರದ ಕಾರಣ ಮೂವರೂ ನೀರಿನಲ್ಲಿ ಮುಳುಗಿ ಸಾವನ್ನಪ್ಪಿದ್ದಾರೆ. ವಿಷಯ ತಿಳಿದ ಸ್ಥಳೀಯರು ಹಾಗೂ ಅಗ್ನಿಶಾಮಕ ದಳದ ಸಿಬ್ಬಂದಿ ಶವಗಳನ್ನು ಹೊರತೆಗೆದಿದ್ದಾರೆ. ಈ ಬಗ್ಗೆ ಅಥಣಿ ಠಾಣೆಯಲ್ಲಿ ಪ್ರಕರಣ ದಾಖಲಾಗಿದೆ. ಲಕ್ಷ್ಮೀ ಹಾಗೂ ಮಕ್ಕಳು ಹೆಚ್ಚಿನ ಸಂಖ್ಯೆಯಲ್ಲಿ ಗ್ರಾಮಸ್ಥರು ಸ್ಥಳಕ್ಕೆ ಆಗಮಿಸಿ ಕಂಬನಿ ಮಿಡಿದರು. ಕುಟುಂಬದಲ್ಲಿ ಶೋಕ ಮಡುಗಟ್ಟಿದೆ. [502,1578,1055,1689]
zameer-caption: ಜಮೀರ್ ಅಹ್ಮದ್ [1087,442,1148,455]
page-number: 3 [131,81,159,127]
yoga-body-bottom: ದಿಂದ ವಿಮಾನದಲ್ಲಿ ಬೆಂಗಳೂರಿಗೆ ತರಲಾಯಿತು. ಅಲ್ಲಿಂದ ವಿವಿ ಮೊಹಲ್ಲಾ ನಿವಾಸಕ್ಕೆ ಆಂಬ್ಯುಲೆನ್ಸ್ ಮೂಲಕ ತಂದು ಇರಿಸಲಾಯಿತು. ಬೆಳಿಗ್ಗೆ 7 ಗಂಟೆಯಿಂದ ಸಾರ್ವಜನಿಕರ ದರ್ಶನಕ್ಕೆ ಅವಕಾಶ ಮಾಡಿಕೊಡಲಾಗಿತ್ತು. [698,2263,1097,2296]
registration-dot-yellow [787,2329,799,2340]
registration-dot-yellow [116,2329,128,2340]
majestic-body: ಬೆಂಗಳೂರು: ಮೆಜೆಸ್ಟಿಕ್ ರೈಲ್ವೆ ನಿಲ್ದಾಣವನ್ನು ವಿಮಾನ ನಿಲ್ದಾಣದ ಮಾದರಿಯಲ್ಲಿ ಅಭಿವೃದ್ಧಿಪಡಿಸಲಾಗುವುದು ಎಂದು ಕೇಂದ್ರ ರೈಲ್ವೆ ರಾಜ್ಯ ಖಾತೆ ಸಚಿವ ವಿ.ಸೋಮಣ್ಣ ತಿಳಿಸಿದ್ದಾರೆ. ಕೆಎಸ್‌ಆರ್ ಬೆಂಗಳೂರು ನಿಲ್ದಾಣದ ಪುನರಾಭಿವೃದ್ಧಿ ಕಾಮಗಾರಿ ಶೀಘ್ರದಲ್ಲೇ ಆರಂಭವಾಗಲಿದೆ. ಪ್ರಯಾಣಿಕರಿಗೆ ಅತ್ಯಾಧುನಿಕ ಸೌಲಭ್ಯ ಕಲ್ಪಿಸಲಾಗುವುದು. ನಿಲ್ದಾಣದ ಆವರಣದಲ್ಲಿ ವಾಣಿಜ್ಯ ಸಂಕೀರ್ಣ, ವಾಹನ ನಿಲುಗಡೆ ವ್ಯವಸ್ಥೆ ಸೇರಿದಂತೆ ಹಲವು ಯೋಜನೆಗಳನ್ನು ರೂಪಿಸಲಾಗಿದೆ. ಯೋಜನೆಗೆ ಕೇಂದ್ರ ಸರ್ಕಾರ ಅನುಮೋದನೆ ನೀಡಿದೆ. ಇದಕ್ಕಾಗಿ 1500 ಕೋಟಿ ರೂ. ವೆಚ್ಚ ಮಾಡಲಾಗುತ್ತಿದೆ ಎಂದು ಹೇಳಿದರು. [1066,1319,1469,1470]
color-registration-marks [0,2320,1568,2349]
leopard-photo-credit: ACF,DCF [407,384,462,398]
pmo-headline-line2: ವಿರುದ್ಧ ಸಿಬಿಐ ಪ್ರಕರಣ ದಾಖಲು [1156,865,1379,891]
majestic-headline-line1: ಏರ್‌ಪೋರ್ಟ್ ಮಾದರಿಯಲ್ಲಿ ಮೆಜೆಸ್ಟಿಕ್ [1131,1249,1404,1275]
covid-headline-line2: ಕೋವಿಡ್‌ನಲ್ಲೂ ಕ್ಲೀನ್ ಚಿಟ್ [175,1067,400,1096]
divider [89,1027,487,1028]
sirigandha-heading: ಸಿರಿಧಾನ್ಯ ಕೃಷಿ ಕೈಗೊಳ್ಳಲು ರೈತರಿಗೆ ಸಲಹೆ [93,1465,486,1489]
yoga-body-left: ಮೈಸೂರು, ನ.18 (ಆರ್‌ಕೆ)- ಅಗಲಿದ ಅಷ್ಟಾಂಗ ಯೋಗಗುರು ಶರತ್ ಜೋಯಿಸ್ ಅವರಿಗೆ ಮೈಸೂರಿನಲ್ಲಿ ಶಿಷ್ಯರು, ಅಭಿಮಾನಿಗಳು, ಕುಟುಂಬಸ್ಥರು ಹಾಗೂ ಗಣ್ಯರು ಅಂತಿಮ ನಮನ ಸಲ್ಲಿಸಿದರು. ಅಮೆರಿಕಾದಲ್ಲಿ ಚಾರಣದ ವೇಳೆ ಹೃದಯಾಘಾತದಿಂದ ನಿಧನರಾದ ಶರತ್ ಜೋಯಿಸ್ ಅವರ ಪಾರ್ಥಿವ ಶರೀರವನ್ನು ಮೈಸೂರಿಗೆ ತರಲಾಯಿತು. ಗೋಕುಲಂನ ನಿವಾಸದಲ್ಲಿ ಸಾರ್ವಜನಿಕ ದರ್ಶನಕ್ಕೆ ಇಡಲಾಗಿತ್ತು. ಆನಂತರ ವಿಶ್ವೇಶ್ವರನಗರದ ಹರಿಶ್ಚಂದ್ರ ಘಾಟ್‌ನಲ್ಲಿ ಅಂತ್ಯಸಂಸ್ಕಾರ ನೆರವೇರಿಸಲಾಯಿತು. ಅಮೆರಿಕಾದಿಂದ ಮಂಗಳವಾರ ಮುಂಜಾನೆ ಪಾರ್ಥಿವ ಶರೀರ ಆಗಮಿಸಿತು. [502,1876,691,2086]
covid-subhead: ಕೇಂದ್ರ ಸಚಿವ ಸೋಮಣ್ಣ ವಿಶ್ವಾಸ [204,1104,370,1122]
lead-headline-line1: ವಕ್ಫ್ ಸಚಿವ ಜಮೀರ್ ವಿರುದ್ಧ ಶಿಸ್ತು ಕ್ರಮದ [668,137,1303,191]
yoga-headline-part-c: ಅಶ್ರುತರ್ಪಣ [937,1812,1111,1863]
covid-headline [89,1031,486,1098]
sirigandha-body: ಮೈಸೂರು, ನ.18- ವಿಜಯಾ ಬ್ಯಾಂಕ್ ಕಾರ್ಪೊರೇಟ್ ಸಾಮಾಜಿಕ ಜವಾಬ್ದಾರಿ (ಸಿಎಸ್‌ಆರ್) ವಿಭಾಗದ ವತಿಯಿಂದ ಪ್ರಚಾರಾಂದೋಲನ ನಡೆಸಲಾಯಿತು. ತಾಲೂಕಿನ ರೈತರು ಸಿರಿಧಾನ್ಯ ಕೃಷಿ ಕೈಗೊಳ್ಳುವ ಮೂಲಕ ಆರೋಗ್ಯಕರ ಆಹಾರ ಉತ್ಪಾದನೆಗೆ ಮುಂದಾಗಬೇಕು ಎಂದು ತಜ್ಞರು ಸಲಹೆ ನೀಡಿದರು. ಈ ಸಂದರ್ಭದಲ್ಲಿ ಬ್ಯಾಂಕಿನ ಪ್ರತಿನಿಧಿಗಳು ಸ್ಥಳೀಯ ರೈತರಿಗೆ ಸಿರಿಧಾನ್ಯ ಕೃಷಿಯನ್ನು ಪ್ರೋತ್ಸಾಹಿಸುವ ಯೋಜನೆಗಳ ಕುರಿತು ಮಾಹಿತಿ ನೀಡಿದರು. ಸಮಗ್ರ ಕೃಷಿ ಕಾರ್ಯಕ್ರಮದಡಿ ಮಹಿಳಾ ಸಂಘಗಳಿಗೆ ನೆರವು ನೀಡಲಾಗುವುದು ಎಂದರು. ರೈತರಿಗೆ ಬೀಜ, ಗೊಬ್ಬರ ಹಾಗೂ ತಾಂತ್ರಿಕ ಮಾರ್ಗದರ್ಶನ ನೀಡಲಾಗುವುದು. ಕಾರ್ಯಕ್ರಮದಲ್ಲಿ ಗ್ರಾಮದ ಮುಖಂಡರು, ರೈತ ಸಂಘದ ಪದಾಧಿಕಾರಿಗಳು ಉಪಸ್ಥಿತರಿದ್ದರು. [93,1497,486,1628]
column-divider [490,134,492,2301]
climate-heading: ಆಸ್ಟ್ರೇಲಿಯಾದಲ್ಲಿ ಹವಾಮಾನ ಜಾಗೃತಿ ಸಂದೇಶ [93,675,367,697]
covid-headline-line1: 40% ಕಮಿಷನ್ ಆರೋಪದಂತೆ [157,1033,417,1062]
pmo-headline [1066,830,1469,894]
belagavi-banner-line1: ಬೆಳಗಾವಿಯಲ್ಲಿ ಮೀನು ಹಿಡಿಯುತ್ತಿದ್ದ ವೇಳೆ [631,1512,925,1537]
